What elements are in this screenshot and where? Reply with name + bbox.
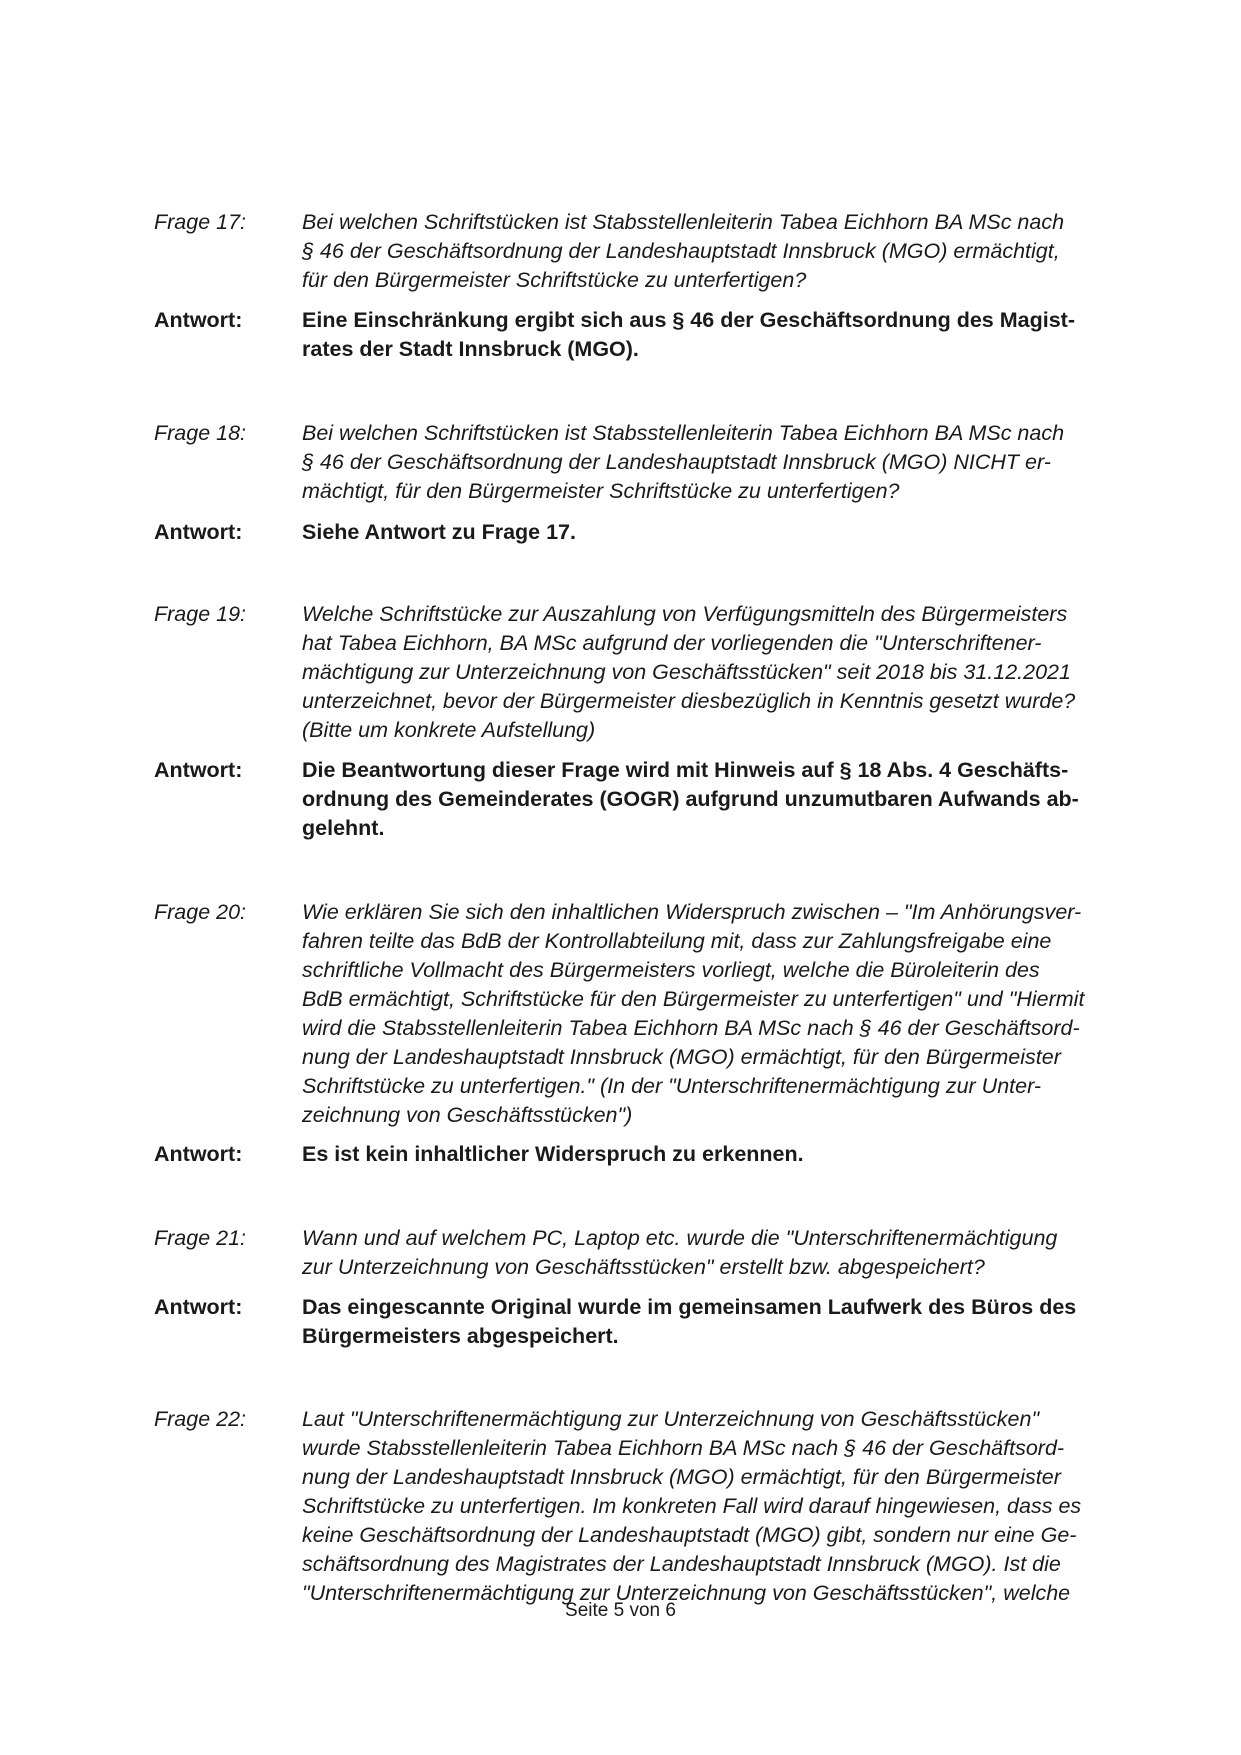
question-text [302,1405,1144,1608]
text-line: Eine Einschränkung ergibt sich aus § 46 der Geschäftsordnung des Magist- [302,308,1075,332]
text-line: wurde Stabsstellenleiterin Tabea Eichhorn BA MSc nach § 46 der Geschäftsord- [302,1436,1065,1460]
text-line: Wann und auf welchem PC, Laptop etc. wurde die "Unterschriftenermächtigung [302,1226,1058,1250]
text-line: Bei welchen Schriftstücken ist Stabsstellenleiterin Tabea Eichhorn BA MSc nach [302,421,1065,445]
question-label: Frage 17: [154,210,247,234]
text-line: Wie erklären Sie sich den inhaltlichen Widerspruch zwischen – "Im Anhörungsver- [302,900,1082,924]
text-line: Die Beantwortung dieser Frage wird mit Hinweis auf § 18 Abs. 4 Geschäfts- [302,758,1069,782]
text-line: § 46 der Geschäftsordnung der Landeshauptstadt Innsbruck (MGO) NICHT er- [302,450,1051,474]
text-line: "Unterschriftenermächtigung zur Unterzeichnung von Geschäftsstücken", welche [302,1581,1071,1605]
text-line: Es ist kein inhaltlicher Widerspruch zu erkennen. [302,1142,804,1166]
text-line: § 46 der Geschäftsordnung der Landeshauptstadt Innsbruck (MGO) ermächtigt, [302,239,1060,263]
text-line: Bürgermeisters abgespeichert. [302,1324,619,1348]
answer-label: Antwort: [154,520,243,544]
question-20 [154,898,1144,1130]
text-line: Welche Schriftstücke zur Auszahlung von Verfügungsmitteln des Bürgermeisters [302,602,1068,626]
answer-text [302,756,1144,843]
text-line: keine Geschäftsordnung der Landeshauptstadt (MGO) gibt, sondern nur eine Ge- [302,1523,1077,1547]
answer-label: Antwort: [154,308,243,332]
question-text [302,419,1144,506]
text-line: schriftliche Vollmacht des Bürgermeisters vorliegt, welche die Büroleiterin des [302,958,1040,982]
text-line: nung der Landeshauptstadt Innsbruck (MGO) ermächtigt, für den Bürgermeister [302,1465,1061,1489]
question-label: Frage 19: [154,602,247,626]
question-label: Frage 18: [154,421,247,445]
text-line: fahren teilte das BdB der Kontrollabteilung mit, dass zur Zahlungsfreigabe eine [302,929,1052,953]
question-label: Frage 22: [154,1407,247,1431]
question-18 [154,419,1144,506]
answer-20 [154,1140,1144,1169]
text-line: Das eingescannte Original wurde im gemeinsamen Laufwerk des Büros des [302,1295,1077,1319]
text-line: mächtigt, für den Bürgermeister Schriftstücke zu unterfertigen? [302,479,900,503]
question-22 [154,1405,1144,1608]
text-line: Schriftstücke zu unterfertigen." (In der "Unterschriftenermächtigung zur Unter- [302,1074,1042,1098]
answer-label: Antwort: [154,1142,243,1166]
text-line: Siehe Antwort zu Frage 17. [302,520,576,544]
text-line: wird die Stabsstellenleiterin Tabea Eichhorn BA MSc nach § 46 der Geschäftsord- [302,1016,1080,1040]
text-line: (Bitte um konkrete Aufstellung) [302,718,596,742]
text-line: schäftsordnung des Magistrates der Landeshauptstadt Innsbruck (MGO). Ist die [302,1552,1061,1576]
answer-text [302,306,1144,364]
answer-17 [154,306,1144,364]
question-text [302,600,1144,745]
text-line: hat Tabea Eichhorn, BA MSc aufgrund der vorliegenden die "Unterschriftener- [302,631,1042,655]
answer-19 [154,756,1144,843]
question-label: Frage 20: [154,900,247,924]
text-line: mächtigung zur Unterzeichnung von Geschäftsstücken" seit 2018 bis 31.12.2021 [302,660,1071,684]
page-number: Seite 5 von 6 [565,1600,676,1621]
answer-text [302,518,1144,547]
text-line: zur Unterzeichnung von Geschäftsstücken" erstellt bzw. abgespeichert? [302,1255,985,1279]
answer-label: Antwort: [154,758,243,782]
question-label: Frage 21: [154,1226,247,1250]
text-line: rates der Stadt Innsbruck (MGO). [302,337,639,361]
question-19 [154,600,1144,745]
answer-label: Antwort: [154,1295,243,1319]
text-line: Schriftstücke zu unterfertigen. Im konkreten Fall wird darauf hingewiesen, dass es [302,1494,1082,1518]
question-17 [154,208,1144,295]
text-line: BdB ermächtigt, Schriftstücke für den Bürgermeister zu unterfertigen" und "Hiermit [302,987,1085,1011]
text-line: gelehnt. [302,816,385,840]
answer-text [302,1140,1144,1169]
question-text [302,208,1144,295]
text-line: Bei welchen Schriftstücken ist Stabsstellenleiterin Tabea Eichhorn BA MSc nach [302,210,1065,234]
question-text [302,1224,1144,1282]
text-line: ordnung des Gemeinderates (GOGR) aufgrund unzumutbaren Aufwands ab- [302,787,1079,811]
text-line: für den Bürgermeister Schriftstücke zu unterfertigen? [302,268,807,292]
question-21 [154,1224,1144,1282]
question-text [302,898,1144,1130]
text-line: Laut "Unterschriftenermächtigung zur Unterzeichnung von Geschäftsstücken" [302,1407,1040,1431]
text-line: zeichnung von Geschäftsstücken") [302,1103,633,1127]
answer-21 [154,1293,1144,1351]
text-line: nung der Landeshauptstadt Innsbruck (MGO) ermächtigt, für den Bürgermeister [302,1045,1061,1069]
text-line: unterzeichnet, bevor der Bürgermeister diesbezüglich in Kenntnis gesetzt wurde? [302,689,1076,713]
answer-text [302,1293,1144,1351]
answer-18 [154,518,1144,547]
